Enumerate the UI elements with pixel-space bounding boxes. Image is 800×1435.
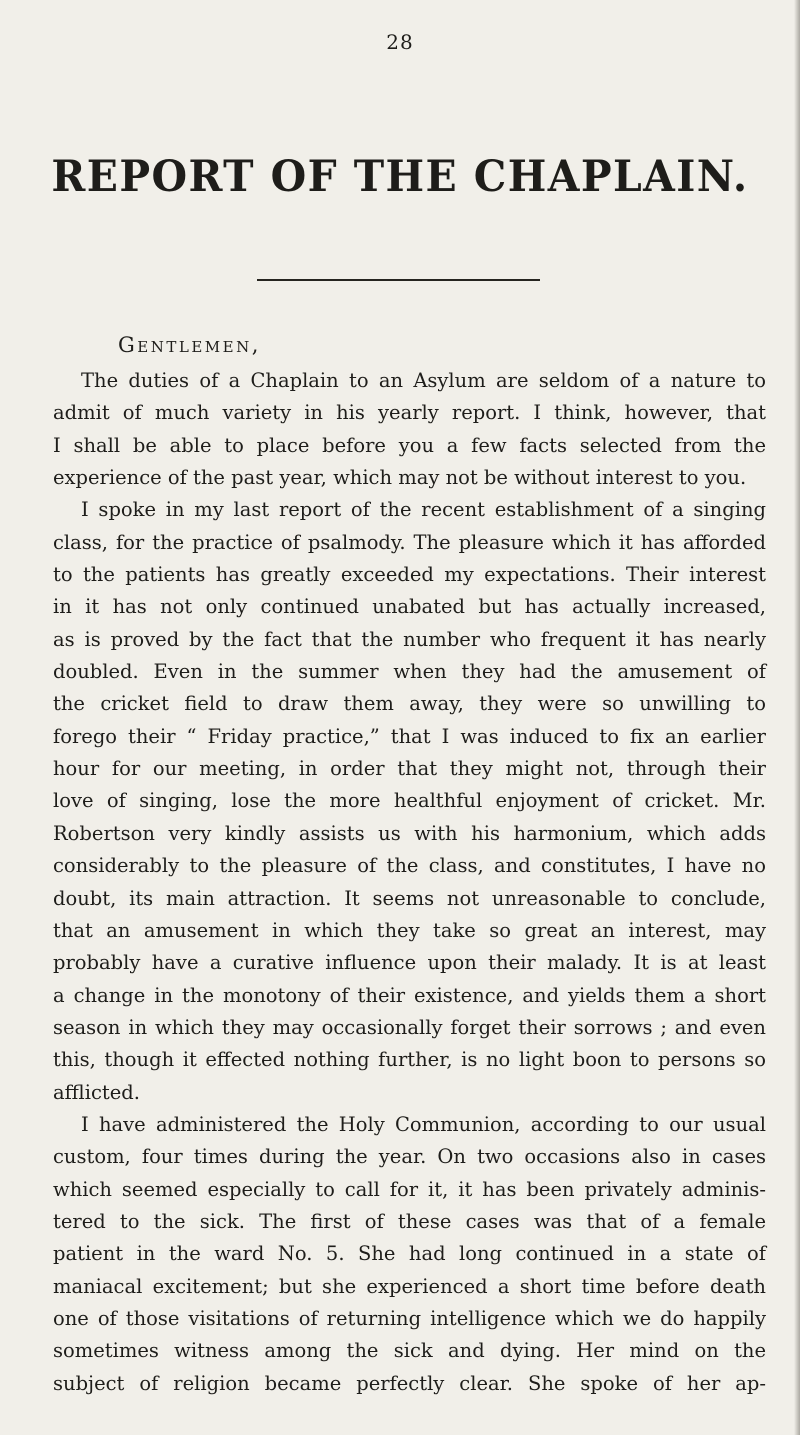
- text-line: subject of religion became perfectly clear. She spoke of her ap-: [53, 1371, 766, 1395]
- text-line: one of those visitations of returning intelligence which we do happily: [53, 1306, 766, 1330]
- text-line: season in which they may occasionally forget their sorrows ; and even: [53, 1015, 766, 1039]
- text-line: probably have a curative influence upon their malady. It is at least: [53, 951, 766, 975]
- text-line: sometimes witness among the sick and dying. Her mind on the: [53, 1339, 766, 1363]
- text-line: a change in the monotony of their existence, and yields them a short: [53, 983, 766, 1007]
- text-line: patient in the ward No. 5. She had long continued in a state of: [53, 1242, 766, 1266]
- text-line: experience of the past year, which may not be without interest to you.: [53, 466, 747, 490]
- text-line: I shall be able to place before you a few facts selected from the: [53, 433, 766, 457]
- text-line: to the patients has greatly exceeded my expectations. Their interest: [53, 563, 766, 587]
- text-line: tered to the sick. The first of these cases was that of a female: [53, 1209, 766, 1233]
- text-line: the cricket field to draw them away, they were so unwilling to: [53, 692, 766, 716]
- text-line: which seemed especially to call for it, it has been privately adminis-: [53, 1177, 766, 1201]
- salutation: Gentlemen,: [118, 333, 261, 357]
- title-divider: [257, 279, 540, 281]
- page-number: 28: [386, 30, 414, 54]
- text-line: class, for the practice of psalmody. The pleasure which it has afforded: [53, 530, 766, 554]
- text-line: in it has not only continued unabated but has actually increased,: [53, 595, 766, 619]
- text-line: I spoke in my last report of the recent establishment of a singing: [81, 498, 766, 522]
- text-line: hour for our meeting, in order that they might not, through their: [53, 757, 766, 781]
- text-line: Robertson very kindly assists us with his harmonium, which adds: [53, 821, 766, 845]
- text-line: admit of much variety in his yearly report. I think, however, that: [53, 401, 766, 425]
- text-line: as is proved by the fact that the number who frequent it has nearly: [53, 627, 766, 651]
- text-line: doubt, its main attraction. It seems not unreasonable to conclude,: [53, 886, 766, 910]
- page-edge-shadow: [794, 0, 800, 1435]
- text-line: considerably to the pleasure of the class, and constitutes, I have no: [53, 854, 766, 878]
- text-line: love of singing, lose the more healthful enjoyment of cricket. Mr.: [53, 789, 766, 813]
- text-line: I have administered the Holy Communion, according to our usual: [81, 1112, 766, 1136]
- report-body: [53, 365, 766, 1400]
- text-line: afflicted.: [53, 1080, 140, 1104]
- page-title: REPORT OF THE CHAPLAIN.: [51, 152, 749, 202]
- text-line: maniacal excitement; but she experienced a short time before death: [53, 1274, 766, 1298]
- text-line: that an amusement in which they take so great an interest, may: [53, 918, 766, 942]
- text-line: The duties of a Chaplain to an Asylum are seldom of a nature to: [81, 369, 766, 392]
- text-line: this, though it effected nothing further, is no light boon to persons so: [53, 1048, 766, 1072]
- text-line: custom, four times during the year. On two occasions also in cases: [53, 1145, 766, 1169]
- text-line: forego their “ Friday practice,” that I was induced to fix an earlier: [53, 724, 766, 748]
- text-line: doubled. Even in the summer when they had the amusement of: [53, 660, 766, 684]
